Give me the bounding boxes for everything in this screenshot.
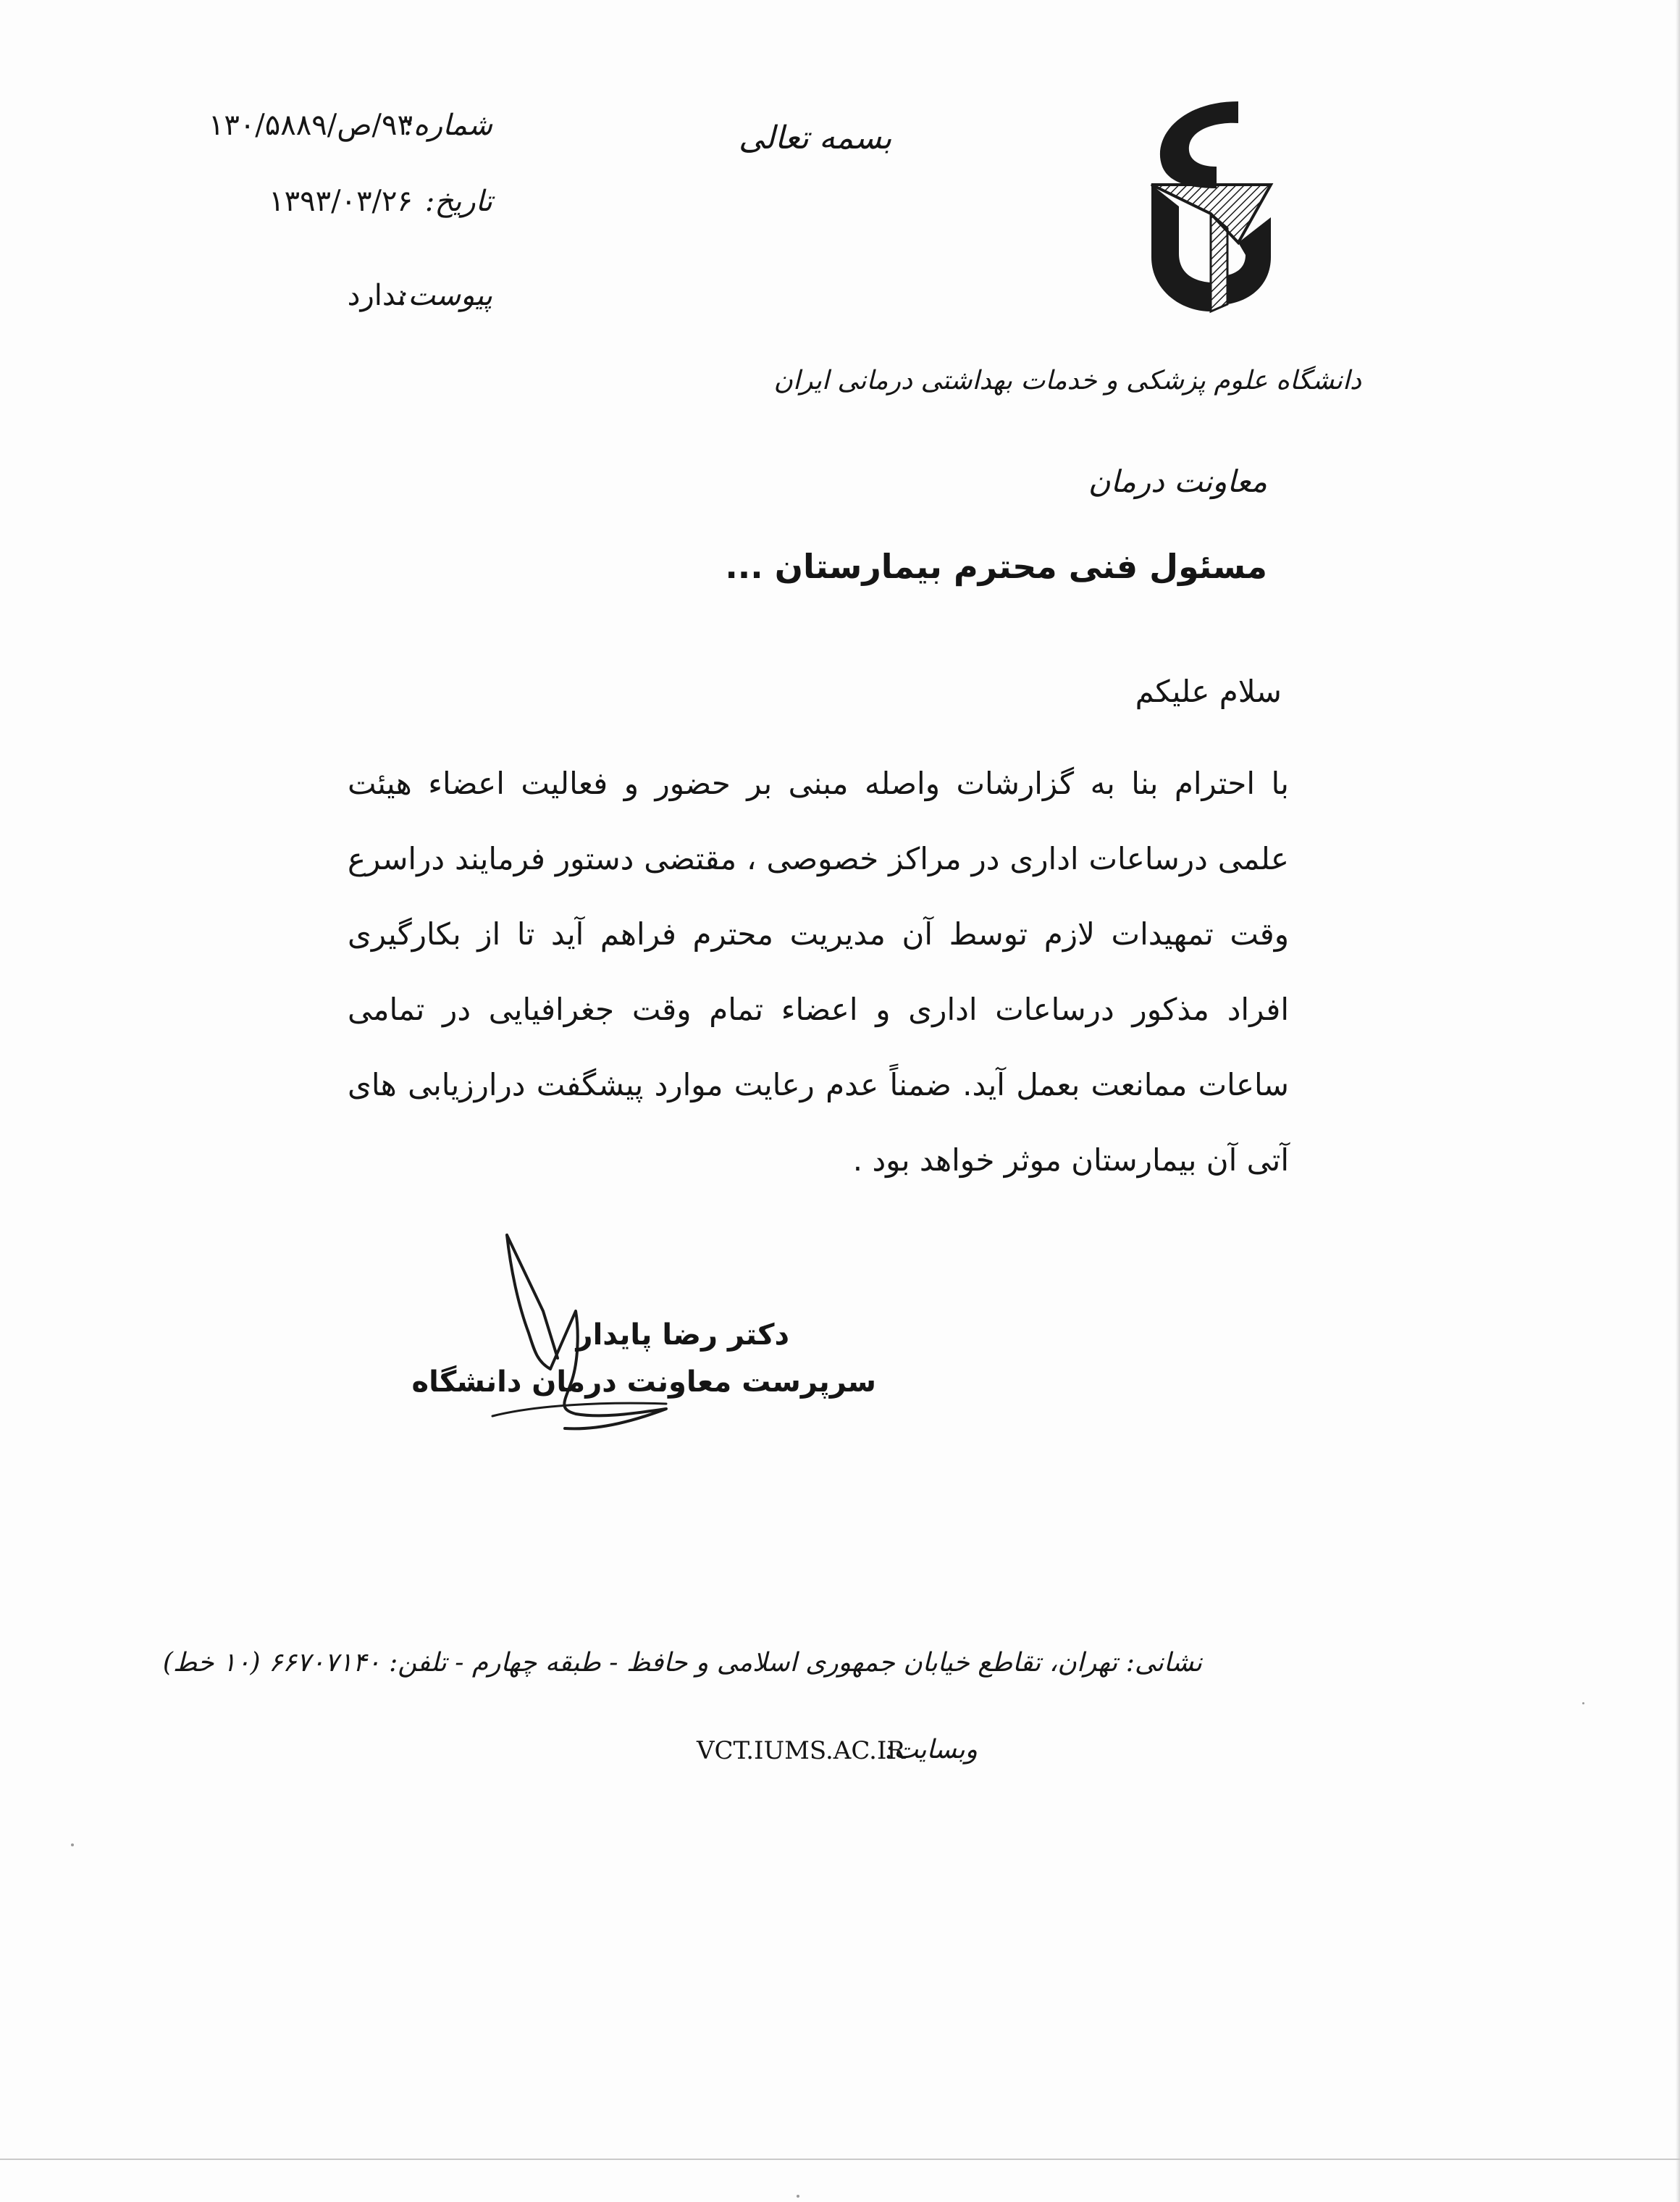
letter-number-value: ۹۳/ص/۱۳۰/۵۸۸۹ bbox=[208, 109, 413, 142]
letter-greeting: سلام علیکم bbox=[1135, 674, 1282, 709]
scan-speck bbox=[797, 2195, 799, 2198]
signer-name: دکتر رضا پایدار bbox=[576, 1318, 789, 1352]
letter-body-line: با احترام بنا به گزارشات واصله مبنی بر حضور و فعالیت اعضاء هیئت bbox=[348, 766, 1289, 801]
footer-website bbox=[659, 1735, 978, 1771]
letter-body bbox=[348, 746, 1289, 1198]
letter-body-line: آتی آن بیمارستان موثر خواهد بود . bbox=[852, 1142, 1289, 1178]
footer-address: نشانی: تهران، تقاطع خیابان جمهوری اسلامی و حافظ - طبقه چهارم - تلفن: ۶۶۷۰۷۱۴۰ (۱۰ خط) bbox=[162, 1648, 1202, 1678]
website-url: VCT.IUMS.AC.IR bbox=[696, 1736, 905, 1765]
scan-border-line bbox=[0, 2159, 1680, 2160]
letter-date-label: تاریخ: bbox=[424, 185, 492, 218]
scan-edge bbox=[1676, 0, 1680, 2202]
letter-attachment-label: پیوست: bbox=[398, 279, 492, 312]
website-label: وبسایت: bbox=[885, 1735, 978, 1764]
letter-body-line: ساعات ممانعت بعمل آید. ضمناً عدم رعایت موارد پیشگفت درارزیابی های bbox=[348, 1067, 1289, 1102]
letter-body-line: افراد مذکور درساعات اداری و اعضاء تمام وقت جغرافیایی در تمامی bbox=[348, 992, 1289, 1027]
scan-speck bbox=[1582, 1702, 1584, 1704]
letter-date-value: ۱۳۹۳/۰۳/۲۶ bbox=[269, 185, 413, 218]
signer-title: سرپرست معاونت درمان دانشگاه bbox=[411, 1365, 876, 1399]
letter-number-row bbox=[174, 109, 492, 159]
letter-body-line: وقت تمهیدات لازم توسط آن مدیریت محترم فراهم آید تا از بکارگیری bbox=[348, 916, 1289, 952]
letter-attachment-value: ندارد bbox=[347, 279, 406, 312]
letter-body-line: علمی درساعات اداری در مراکز خصوصی ، مقتضی دستور فرمایند دراسرع bbox=[348, 841, 1289, 876]
scan-speck bbox=[71, 1843, 74, 1846]
university-name: دانشگاه علوم پزشکی و خدمات بهداشتی درمانی ایران bbox=[773, 366, 1361, 395]
letter-recipient: مسئول فنی محترم بیمارستان ... bbox=[725, 547, 1267, 586]
university-logo bbox=[1130, 94, 1289, 319]
letter-attachment-row bbox=[174, 279, 492, 330]
department-name: معاونت درمان bbox=[1088, 464, 1267, 499]
bismillah-heading: بسمه تعالی bbox=[739, 120, 892, 156]
letter-number-label: شماره: bbox=[403, 109, 492, 142]
letter-date-row bbox=[174, 185, 492, 235]
